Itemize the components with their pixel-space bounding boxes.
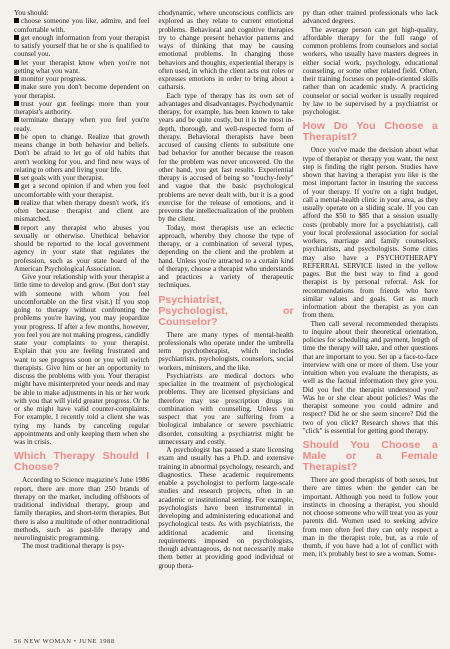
body-paragraph: The most traditional therapy is psy- (22, 542, 125, 551)
list-item: monitor your progress. (14, 75, 149, 83)
column-1 (14, 9, 149, 634)
list-item: trust your gut feelings more than your therapist's authority. (14, 99, 150, 116)
bullet-square-icon (14, 18, 19, 23)
body-paragraph: py than other trained professionals who lack advanced degrees. (302, 9, 438, 26)
body-paragraph: chodynamic, where unconscious conflicts are explored as they relate to current emotional problems. Behavioral and cognitive therapies try to change present behavior patterns and ways of thinking that may be causing emotional problems. In changing those behaviors and thoughts, experiential therapy is often used, in which the client acts out roles or expresses emotions in order to bring about a catharsis. (158, 9, 294, 92)
body-paragraph: Psychiatrists are medical doctors who specialize in the treatment of psychological problems. They are licensed physicians and therefore may use prescription drugs in combination with counseling. Unless you suspect that you are suffering from a biological imbalance or severe psychiatric disorder, consulting a psychiatrist might be unnecessary and costly. (158, 371, 294, 446)
body-paragraph: According to Science magazine's June 1986 report, there are more than 250 brands of therapy on the market, including offshoots of traditional individual therapy, group and family therapies, and short-term therapies. But there is also a multitude of other nontraditional methods, such as past-life therapy and neurolinguistic programming. (14, 476, 150, 542)
section-heading: Which Therapy Should I Choose? (14, 450, 150, 474)
bullet-square-icon (14, 175, 19, 180)
body-paragraph: Give your relationship with your therapist a little time to develop and grow. (But don't stay with someone with whom you feel uncomfortable on the first visit.) If you stop going to therapy without confronting the problems you're having, you may jeopardize your progress. If after a few months, however, you feel you are not making progress, candidly state your complaints to your therapist. Explain that you are feeling frustrated and want to see progress soon or you will switch therapists. Give him or her an opportunity to discuss the problems with you. Your therapist might have misinterpreted your needs and may be able to make adjustments in his or her work with you that will yield greater progress. Or he or she might have valid counter-complaints. For example, I recently told a client she was tying my hands by canceling regular appointments and only keeping them when she was in crisis. (14, 273, 150, 446)
bullet-square-icon (14, 84, 19, 89)
column-3 (303, 9, 438, 634)
section-heading: How Do You Choose a Therapist? (302, 120, 438, 144)
list-item: make sure you don't become dependent on your therapist. (14, 83, 150, 100)
list-item: choose someone you like, admire, and feel comfortable with. (14, 17, 150, 34)
body-paragraph: Then call several recommended therapists to inquire about their theoretical orientation, policies for scheduling and payment, length of time the therapy will take, and other questions that are important to you. Set up a face-to-face interview with one or more of them. Use your intuition when you evaluate the therapists, as well as the factual information they give you. Did you feel the therapist understood you? Was he or she clear about policies? Was the therapist someone you could admire and respect? Did he or she seem sincere? Did the two of you click? Research shows that this "click" is essential for getting good therapy. (302, 319, 438, 435)
list-item: report any therapist who abuses you sexually or otherwise. Unethical behavior should be reported to the local government agency in your state that regulates the profession, such as your state board of the American Psychological Association. (14, 223, 150, 273)
body-paragraph: The average person can get high-quality, affordable therapy for the full range of common problems from counselors and social workers, who usually have masters degrees in either social work, psychology, educational counseling, or some other related field. Often, their training focuses on people-oriented skills rather than on academic study. A practicing counselor or social worker is usually required by law to be supervised by a psychiatrist or psychologist. (302, 25, 438, 116)
list-item: realize that when therapy doesn't work, it's often because therapist and client are mismatched. (14, 198, 150, 224)
list-item: get a second opinion if and when you feel uncomfortable with your therapist. (14, 182, 150, 199)
column-2 (158, 9, 293, 634)
page-footer: 56 NEW WOMAN • JUNE 1988 (14, 638, 115, 645)
list-item: get enough information from your therapist to satisfy yourself that he or she is qualified to counsel you. (14, 33, 150, 59)
list-intro: You should: (14, 9, 49, 17)
body-paragraph: Each type of therapy has its own set of advantages and disadvantages. Psychodynamic therapy, for example, has been known to take years and be quite costly, but it is the most in-depth, thorough, and well-respected form of therapy. Behavioral therapists have been accused of causing clients to substitute one bad behavior for another because the reason for the problem was never uncovered. On the other hand, you get fast results. Experiential therapy is accused of being so "touchy-feely" and vague that the basic psychological problems are never dealt with, but it is a good exercise for the release of emotions, and it prevents the intellectualization of the problem by the client. (158, 91, 294, 224)
article-page (14, 9, 438, 634)
advice-list (14, 17, 149, 273)
section-heading: Should You Choose a Male or a Female Therapist? (302, 439, 438, 473)
section-heading: Psychiatrist, Psychologist, or Counselor? (158, 293, 294, 328)
bullet-square-icon (14, 60, 19, 65)
bullet-square-icon (14, 101, 19, 106)
list-item: be open to change. Realize that growth means change in both behavior and beliefs. Don't be afraid to let go of old habits that aren't working for you, and find new ways of relating to others and living your life. (14, 132, 150, 174)
list-item: set goals with your therapist. (14, 174, 149, 182)
list-item: terminate therapy when you feel you're ready. (14, 116, 150, 133)
bullet-square-icon (14, 183, 19, 188)
body-paragraph: There are many types of mental-health professionals who operate under the umbrella term psychotherapist, which includes psychiatrists, psychologists, counselors, social workers, ministers, and the like. (158, 330, 294, 372)
body-paragraph: A psychologist has passed a state licensing exam and usually has a Ph.D. and extensive training in abnormal psychology, research, and diagnostics. These academic requirements enable a psychologist to perform large-scale studies and research projects, often in an academic or institutional setting. For example, psychologists have been instrumental in developing and administering educational and psychological tests. As with psychiatrists, the additional academic and licensing requirements imposed on psychologists, though advantageous, do not necessarily make them better at providing good individual or group thera- (158, 446, 294, 570)
bullet-square-icon (14, 225, 19, 230)
bullet-square-icon (14, 200, 19, 205)
bullet-square-icon (14, 35, 19, 40)
body-paragraph: There are good therapists of both sexes, but there are times when the gender can be important. Although you need to follow your instincts in choosing a therapist, you should not choose someone who will treat you as your parents did. Women used to seeking advice from men often feel they can only respect a man in the therapist role, but, as a rule of thumb, if you have had a lot of conflict with men, it's probably best to see a woman. Some- (302, 476, 438, 559)
body-paragraph: Today, most therapists use an eclectic approach, whereby they choose the type of therapy, or a combination of several types, depending on the client and the problem at hand. Unless you're attracted to a certain kind of therapy, choose a therapist who understands and practices a variety of therapeutic techniques. (158, 223, 294, 290)
bullet-square-icon (14, 117, 19, 122)
bullet-square-icon (14, 76, 19, 81)
body-paragraph: Once you've made the decision about what type of therapist or therapy you want, the next step is finding the right person. Studies have shown that having a therapist you like is the most important factor in insuring the success of your therapy. If you're on a tight budget, call a mental-health clinic in your area, as they usually operate on a sliding scale. If you can afford the $50 to $85 that a session usually costs (probably more for a psychiatrist), call your local professional association for social workers, marriage and family counselors, psychiatrists, and psychologists. Some cities may also have a PSYCHOTHERAPY REFERRAL SERVICE listed in the yellow pages. But the best way to find a good therapist is by personal referral. Ask for recommendations from friends who have similar values and goals. Get as much information about the therapist as you can from them. (302, 146, 438, 320)
bullet-square-icon (14, 134, 19, 139)
list-item: let your therapist know when you're not getting what you want. (14, 58, 150, 75)
